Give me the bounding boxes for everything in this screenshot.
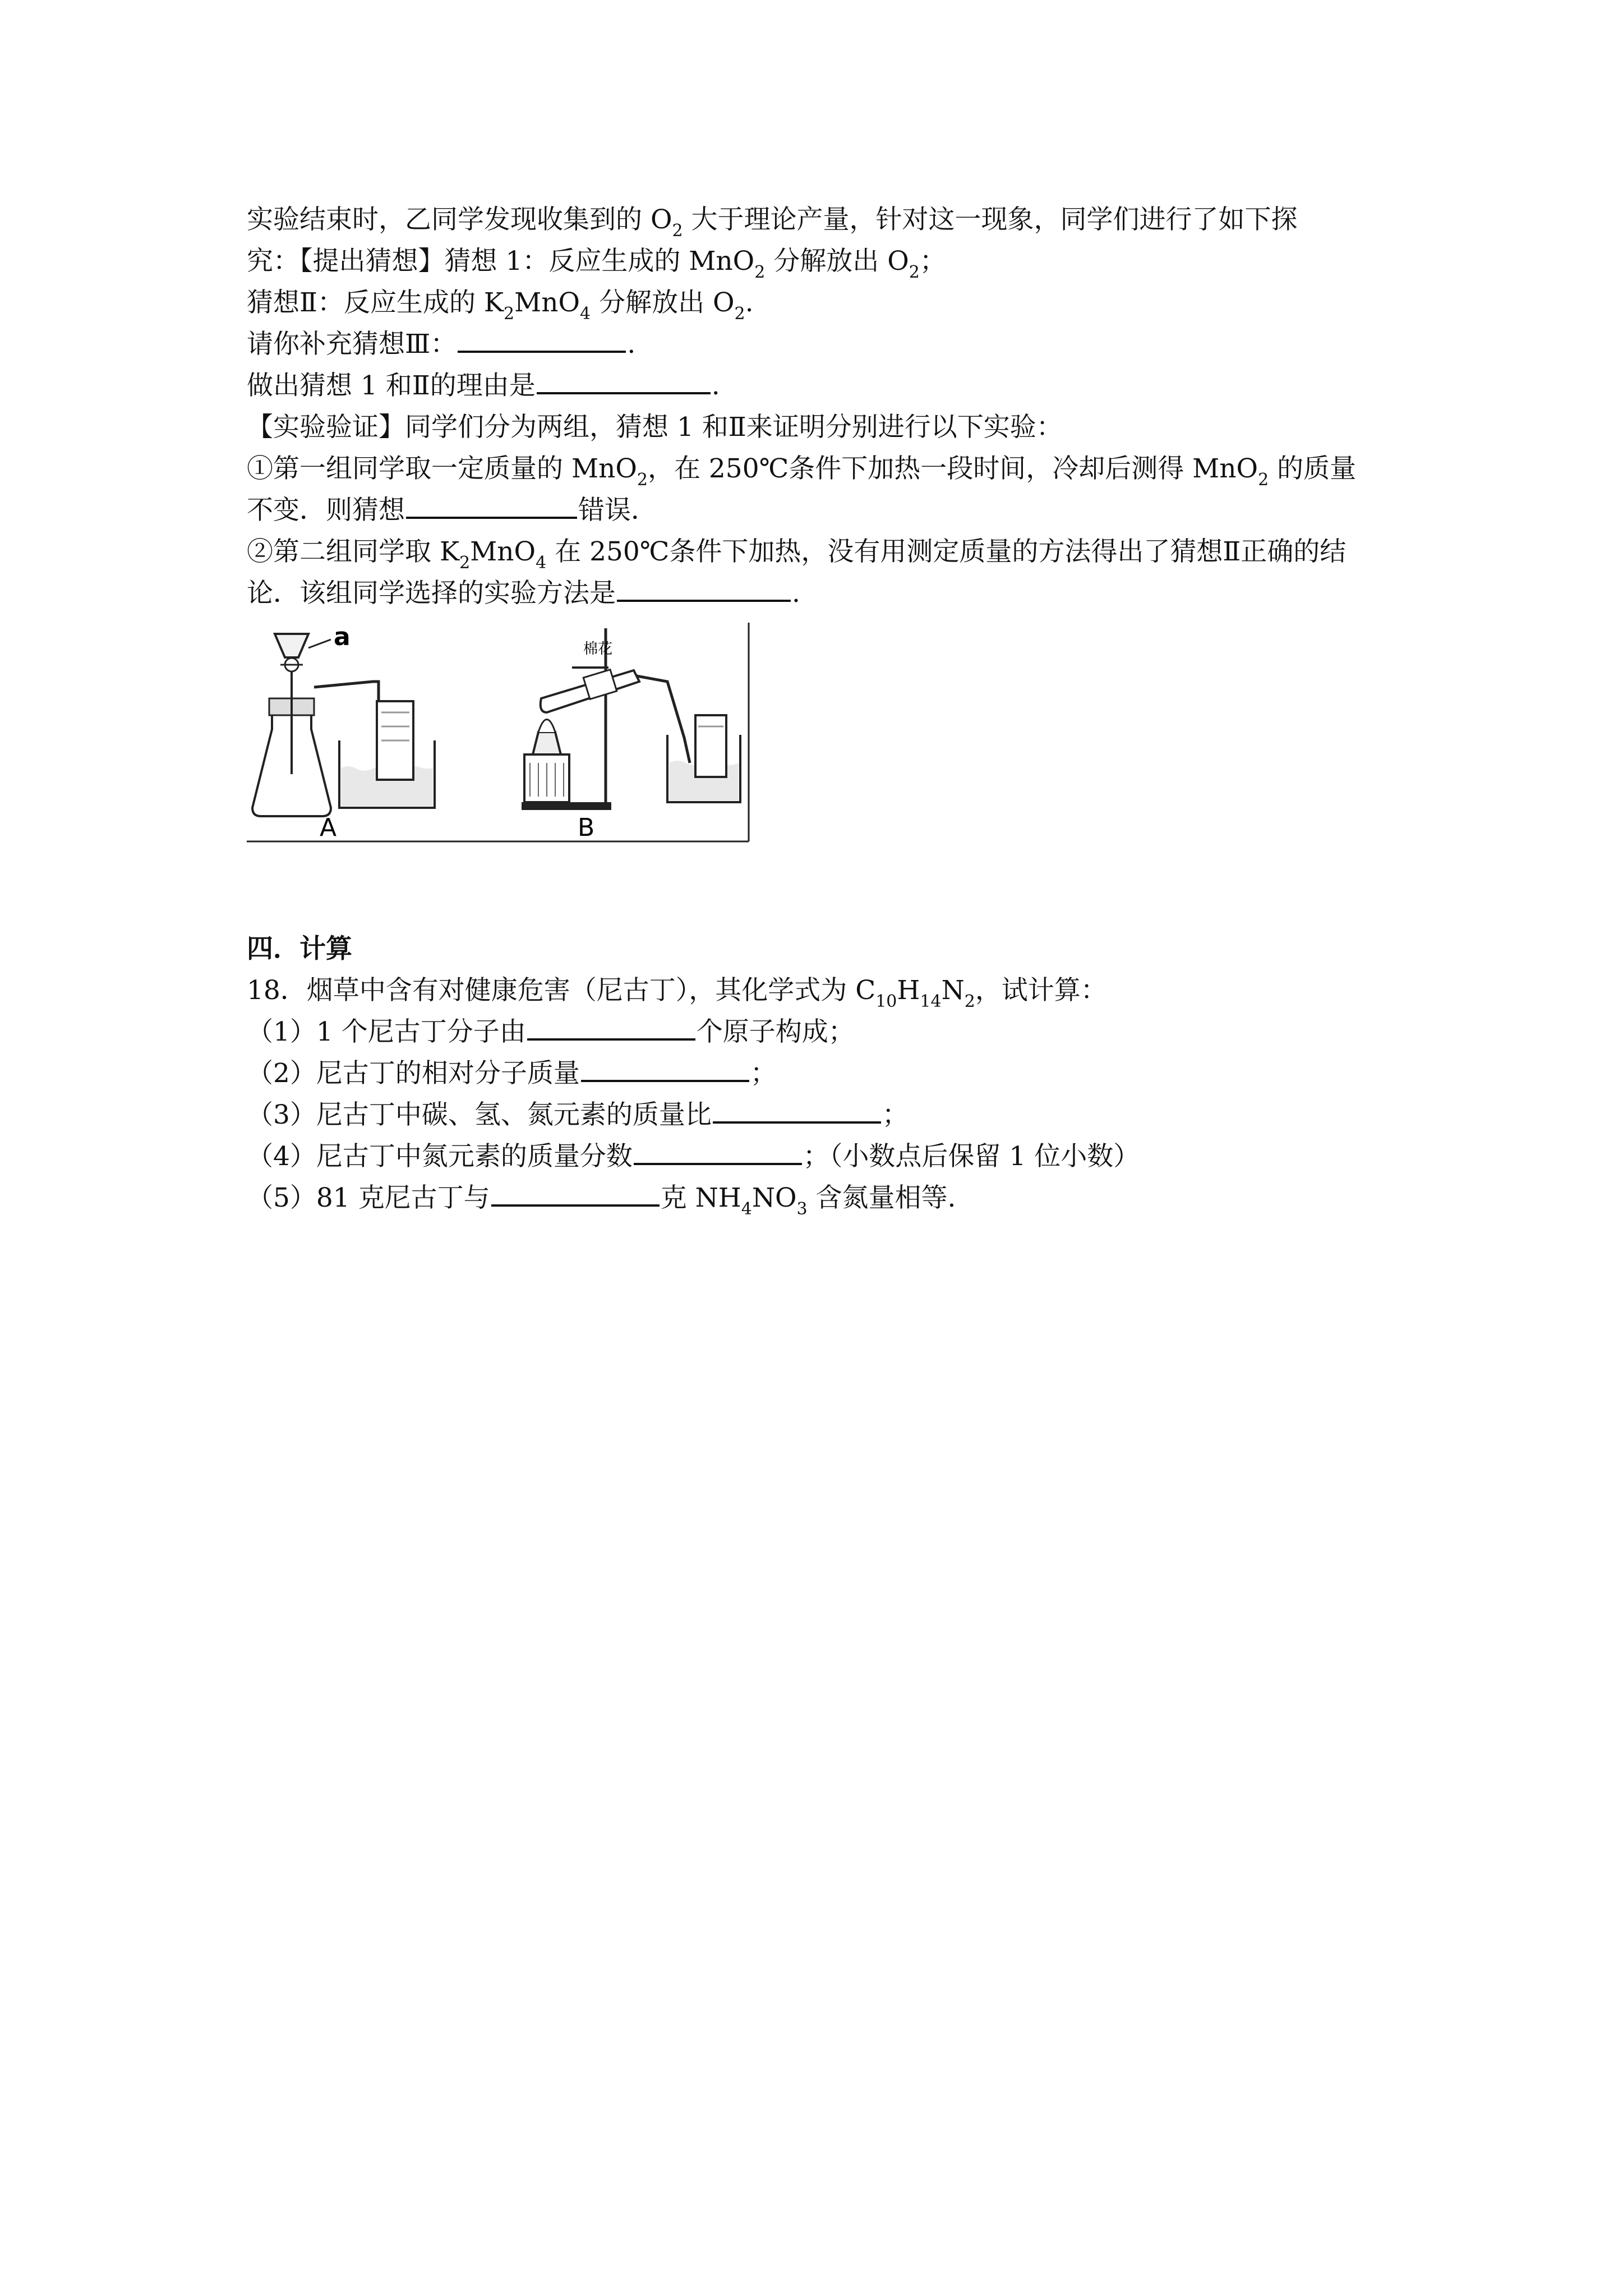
answer-blank[interactable] — [581, 1054, 749, 1082]
text: ； — [882, 1099, 909, 1130]
subscript: 2 — [637, 470, 648, 490]
answer-blank[interactable] — [713, 1096, 881, 1124]
subscript: 2 — [1258, 470, 1269, 490]
text: MnO — [470, 536, 536, 567]
subscript: 2 — [754, 263, 766, 282]
paragraph-line — [247, 324, 635, 365]
paragraph-line — [247, 448, 1356, 493]
text: 做出猜想 1 和Ⅱ的理由是 — [247, 370, 536, 401]
text: 克 NH — [660, 1182, 741, 1213]
text: 个原子构成； — [696, 1016, 855, 1047]
question-item — [247, 1136, 1140, 1177]
text: ； — [750, 1058, 777, 1089]
text: （1）1 个尼古丁分子由 — [247, 1016, 526, 1047]
answer-blank[interactable] — [617, 574, 791, 602]
apparatus-figure — [247, 623, 751, 847]
subscript: 2 — [504, 304, 515, 324]
subscript: 2 — [734, 304, 745, 324]
question-intro — [247, 970, 1107, 1015]
text: . — [711, 370, 720, 401]
paragraph-line — [247, 407, 1063, 448]
subscript: 10 — [875, 992, 897, 1011]
question-item — [247, 1094, 909, 1136]
text: （5）81 克尼古丁与 — [247, 1182, 490, 1213]
text: 实验结束时，乙同学发现收集到的 O — [247, 204, 672, 235]
label-cotton: 棉花 — [583, 641, 613, 657]
text: 不变．则猜想 — [247, 495, 405, 526]
subscript: 2 — [964, 992, 975, 1011]
paragraph-line — [247, 490, 657, 531]
subscript: 2 — [909, 263, 920, 282]
text: ②第二组同学取 K — [247, 536, 460, 567]
text: ；（小数点后保留 1 位小数） — [803, 1141, 1140, 1172]
subscript: 4 — [741, 1199, 752, 1219]
text: 错误． — [578, 495, 657, 526]
label-B: B — [578, 813, 595, 842]
paragraph-line — [247, 365, 720, 407]
paragraph-line — [247, 573, 800, 614]
section-title: 四．计算 — [247, 933, 352, 964]
text: 分解放出 O — [591, 287, 735, 318]
subscript: 3 — [796, 1199, 808, 1219]
question-item — [247, 1011, 855, 1053]
text: 含氮量相等. — [807, 1182, 956, 1213]
text: （3）尼古丁中碳、氢、氮元素的质量比 — [247, 1099, 712, 1130]
apparatus-a — [252, 623, 435, 842]
text: 在 250℃条件下加热，没有用测定质量的方法得出了猜想Ⅱ正确的结 — [546, 536, 1347, 567]
text: 【实验验证】同学们分为两组，猜想 1 和Ⅱ来证明分别进行以下实验： — [247, 412, 1063, 443]
text: 论．该组同学选择的实验方法是 — [247, 578, 616, 609]
text: 究：【提出猜想】猜想 1：反应生成的 MnO — [247, 246, 755, 277]
answer-blank[interactable] — [537, 366, 711, 394]
answer-blank[interactable] — [406, 491, 577, 519]
answer-blank[interactable] — [491, 1179, 660, 1207]
text: . — [745, 287, 754, 318]
subscript: 14 — [920, 992, 942, 1011]
text: . — [792, 578, 800, 609]
subscript: 4 — [580, 304, 591, 324]
text: 猜想Ⅱ：反应生成的 K — [247, 287, 504, 318]
text: 分解放出 O — [765, 246, 909, 277]
text: NO — [751, 1182, 797, 1213]
section-heading — [247, 928, 352, 970]
answer-blank[interactable] — [634, 1137, 802, 1165]
text: ，在 250℃条件下加热一段时间，冷却后测得 MnO — [647, 453, 1258, 484]
subscript: 2 — [459, 553, 471, 573]
paragraph-line — [247, 241, 946, 286]
subscript: 4 — [536, 553, 547, 573]
text: 请你补充猜想Ⅲ： — [247, 329, 457, 360]
apparatus-b — [522, 628, 740, 842]
text: ，试计算： — [975, 975, 1107, 1006]
subscript: 2 — [672, 221, 683, 241]
text: MnO — [514, 287, 580, 318]
paragraph-line — [247, 282, 754, 327]
label-a: a — [334, 623, 351, 651]
answer-blank[interactable] — [527, 1013, 695, 1041]
paragraph-line — [247, 199, 1298, 244]
question-item — [247, 1177, 956, 1222]
text: . — [627, 329, 636, 360]
text: （2）尼古丁的相对分子质量 — [247, 1058, 580, 1089]
text: 的质量 — [1269, 453, 1357, 484]
text: （4）尼古丁中氮元素的质量分数 — [247, 1141, 633, 1172]
text: N — [941, 975, 965, 1006]
text: 18．烟草中含有对健康危害（尼古丁），其化学式为 C — [247, 975, 876, 1006]
label-A: A — [320, 813, 337, 842]
paragraph-line — [247, 531, 1346, 576]
text: ； — [919, 246, 946, 277]
text: H — [897, 975, 920, 1006]
text: ①第一组同学取一定质量的 MnO — [247, 453, 637, 484]
answer-blank[interactable] — [458, 325, 626, 353]
text: 大于理论产量，针对这一现象，同学们进行了如下探 — [683, 204, 1298, 235]
question-item — [247, 1053, 777, 1094]
